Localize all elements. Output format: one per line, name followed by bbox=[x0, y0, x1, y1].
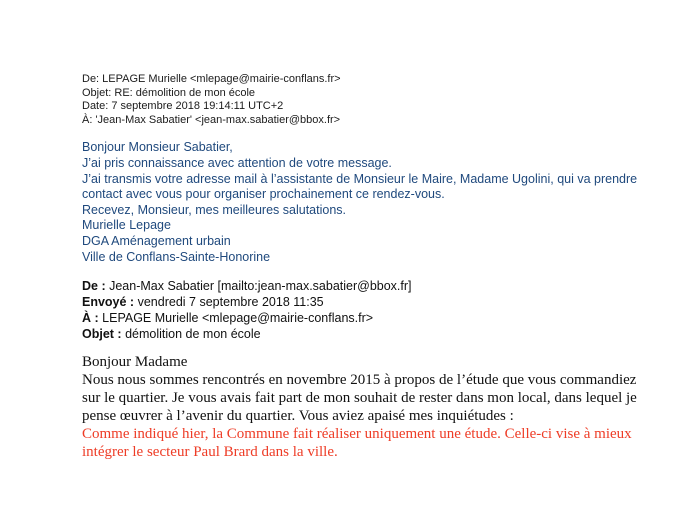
original-red-line: intégrer le secteur Paul Brard dans la ville. bbox=[82, 444, 338, 461]
quoted-from-value: Jean-Max Sabatier [mailto:jean-max.sabatier@bbox.fr] bbox=[109, 279, 412, 294]
quoted-to-value: LEPAGE Murielle <mlepage@mairie-conflans.fr> bbox=[102, 310, 374, 325]
quoted-sent-label: Envoyé : bbox=[82, 294, 135, 309]
quoted-header-block bbox=[82, 279, 642, 342]
quoted-header-from bbox=[82, 279, 642, 295]
original-red-line: Comme indiqué hier, la Commune fait réaliser uniquement une étude. Celle-ci vise à mieux bbox=[82, 426, 632, 443]
quoted-header-subject bbox=[82, 327, 642, 343]
header-from: De: LEPAGE Murielle <mlepage@mairie-conflans.fr> bbox=[82, 73, 341, 85]
reply-message-block bbox=[82, 140, 642, 265]
original-message-block bbox=[82, 353, 642, 461]
reply-greeting: Bonjour Monsieur Sabatier, bbox=[82, 140, 233, 155]
quoted-header-sent bbox=[82, 295, 642, 311]
quoted-header-to bbox=[82, 311, 642, 327]
original-greeting: Bonjour Madame bbox=[82, 354, 188, 371]
reply-closing: Recevez, Monsieur, mes meilleures salutations. bbox=[82, 202, 347, 217]
quoted-subject-value: démolition de mon école bbox=[125, 326, 261, 341]
reply-line: J’ai pris connaissance avec attention de votre message. bbox=[82, 155, 392, 170]
quoted-to-label: À : bbox=[82, 310, 99, 325]
quoted-from-label: De : bbox=[82, 279, 106, 294]
header-to: À: 'Jean-Max Sabatier' <jean-max.sabatier@bbox.fr> bbox=[82, 113, 341, 126]
original-line: Nous nous sommes rencontrés en novembre 2015 à propos de l’étude que vous commandiez bbox=[82, 372, 637, 389]
header-subject: Objet: RE: démolition de mon école bbox=[82, 86, 256, 99]
reply-line: J’ai transmis votre adresse mail à l’assistante de Monsieur le Maire, Madame Ugolini, qui va prendre bbox=[82, 171, 638, 186]
signature-org: Ville de Conflans-Sainte-Honorine bbox=[82, 249, 271, 264]
signature-name: Murielle Lepage bbox=[82, 218, 171, 233]
email-header-block bbox=[82, 73, 642, 127]
quoted-sent-value: vendredi 7 septembre 2018 11:35 bbox=[137, 294, 324, 309]
email-content bbox=[82, 73, 642, 461]
header-date: Date: 7 septembre 2018 19:14:11 UTC+2 bbox=[82, 100, 284, 113]
original-line: sur le quartier. Je vous avais fait part de mon souhait de rester dans mon local, dans lequel je bbox=[82, 390, 637, 407]
quoted-subject-label: Objet : bbox=[82, 326, 122, 341]
signature-title: DGA Aménagement urbain bbox=[82, 233, 231, 248]
reply-line: contact avec vous pour organiser prochainement ce rendez-vous. bbox=[82, 187, 445, 202]
original-line: pense œuvrer à l’avenir du quartier. Vous aviez apaisé mes inquiétudes : bbox=[82, 408, 514, 425]
